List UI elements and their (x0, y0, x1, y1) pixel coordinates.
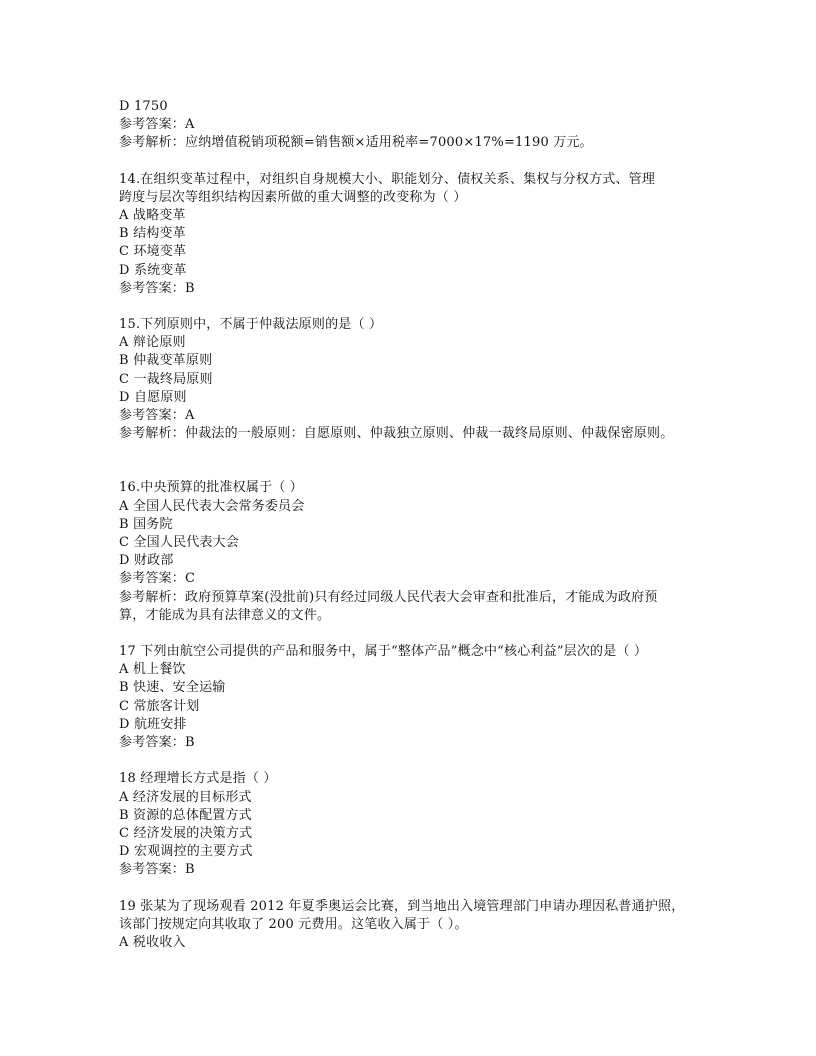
question-text: 17 下列由航空公司提供的产品和服务中，属于“整体产品”概念中“核心利益”层次的是（ ） (119, 644, 648, 660)
option-d: D 自愿原则 (119, 389, 187, 405)
reference-explanation: 参考解析：仲裁法的一般原则：自愿原则、仲裁独立原则、仲裁一裁终局原则、仲裁保密原则。 (119, 426, 674, 442)
option-d: D 宏观调控的主要方式 (119, 844, 253, 860)
document-page (119, 98, 719, 952)
option-a: A 机上餐饮 (119, 662, 186, 678)
option-d: D 1750 (119, 99, 168, 114)
option-d: D 系统变革 (119, 262, 187, 278)
option-c: C 经济发展的决策方式 (119, 825, 253, 841)
question-13-tail (119, 98, 719, 153)
question-18 (119, 770, 719, 879)
option-a: A 战略变革 (119, 208, 186, 224)
option-b: B 国务院 (119, 516, 173, 532)
question-14 (119, 171, 719, 298)
reference-explanation: 算，才能成为具有法律意义的文件。 (119, 607, 331, 623)
option-d: D 航班安排 (119, 716, 187, 732)
question-text: 16.中央预算的批准权属于（ ） (119, 480, 304, 496)
reference-explanation: 参考解析：政府预算草案(没批前)只有经过同级人民代表大会审查和批准后，才能成为政府预 (119, 589, 658, 605)
question-text: 15.下列原则中，不属于仲裁法原则的是（ ） (119, 317, 383, 333)
option-a: A 税收收入 (119, 934, 186, 950)
option-c: C 环境变革 (119, 244, 187, 260)
question-16 (119, 479, 719, 625)
option-b: B 资源的总体配置方式 (119, 807, 252, 823)
question-17 (119, 643, 719, 752)
question-text: 跨度与层次等组织结构因素所做的重大调整的改变称为（ ） (119, 189, 467, 205)
question-text: 19 张某为了现场观看 2012 年夏季奥运会比赛，到当地出入境管理部门申请办理因私普通护照， (119, 898, 685, 914)
option-b: B 快速、安全运输 (119, 680, 226, 696)
option-a: A 全国人民代表大会常务委员会 (119, 498, 305, 514)
question-19 (119, 898, 719, 953)
reference-answer: 参考答案：B (119, 280, 195, 296)
option-c: C 常旅客计划 (119, 698, 200, 714)
reference-explanation: 参考解析：应纳增值税销项税额=销售额×适用税率=7000×17%=1190 万元。 (119, 135, 593, 151)
reference-answer: 参考答案：B (119, 862, 195, 878)
reference-answer: 参考答案：C (119, 571, 196, 587)
option-b: B 仲裁变革原则 (119, 353, 213, 369)
option-c: C 一裁终局原则 (119, 371, 213, 387)
reference-answer: 参考答案：B (119, 735, 195, 751)
question-text: 14.在组织变革过程中，对组织自身规模大小、职能划分、债权关系、集权与分权方式、管理 (119, 171, 656, 187)
question-text: 18 经理增长方式是指（ ） (119, 771, 277, 787)
option-a: A 辩论原则 (119, 335, 186, 351)
question-15 (119, 316, 719, 443)
option-b: B 结构变革 (119, 226, 186, 242)
reference-answer: 参考答案：A (119, 408, 195, 424)
reference-answer: 参考答案：A (119, 117, 195, 133)
question-text: 该部门按规定向其收取了 200 元费用。这笔收入属于（ ）。 (119, 916, 468, 932)
option-a: A 经济发展的目标形式 (119, 789, 252, 805)
option-c: C 全国人民代表大会 (119, 535, 240, 551)
option-d: D 财政部 (119, 553, 174, 569)
